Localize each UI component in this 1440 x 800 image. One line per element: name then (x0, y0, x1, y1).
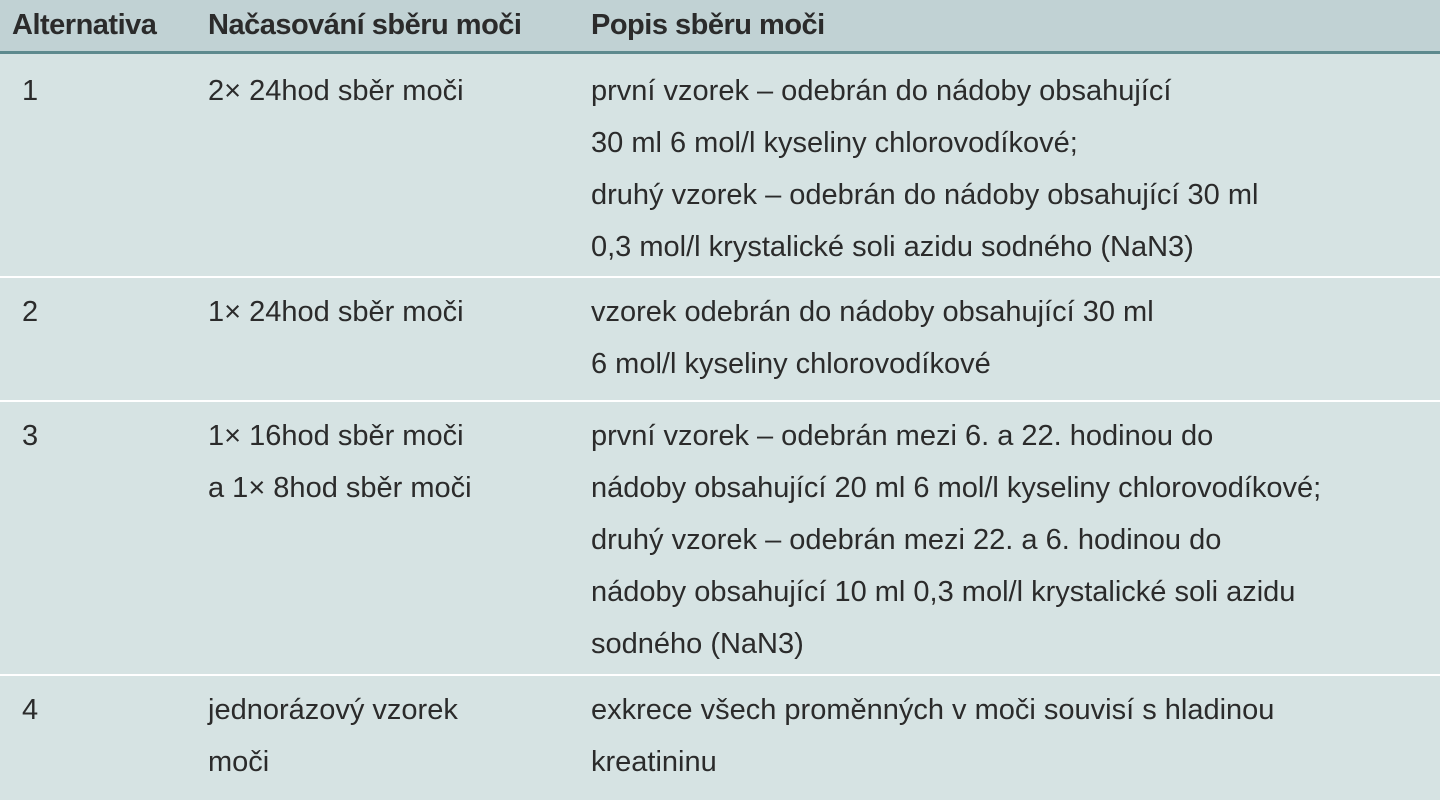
description-line: kreatininu (591, 746, 717, 778)
table-row (0, 57, 1440, 278)
alternativa-cell: 4 (22, 694, 39, 726)
timing-cell (208, 402, 472, 514)
description-line: 0,3 mol/l krystalické soli azidu sodného (NaN3) (591, 231, 1194, 263)
table-header-row (0, 0, 1440, 54)
timing-line: 2× 24hod sběr moči (208, 75, 464, 107)
description-cell (591, 57, 1258, 273)
table-row (0, 402, 1440, 676)
description-line: druhý vzorek – odebrán mezi 22. a 6. hodinou do (591, 524, 1222, 556)
timing-cell (208, 278, 464, 338)
description-cell (591, 278, 1154, 390)
description-line: sodného (NaN3) (591, 628, 804, 660)
header-description: Popis sběru moči (591, 9, 825, 41)
description-line: nádoby obsahující 10 ml 0,3 mol/l krystalické soli azidu (591, 576, 1296, 608)
description-cell (591, 676, 1274, 788)
alternativa-cell: 1 (22, 75, 39, 107)
table-row (0, 278, 1440, 402)
table-row (0, 676, 1440, 800)
description-line: nádoby obsahující 20 ml 6 mol/l kyseliny chlorovodíkové; (591, 472, 1322, 504)
description-line: první vzorek – odebrán mezi 6. a 22. hodinou do (591, 420, 1214, 452)
alternativa-cell: 3 (22, 420, 39, 452)
alternativa-cell: 2 (22, 296, 39, 328)
description-cell (591, 402, 1321, 670)
description-line: druhý vzorek – odebrán do nádoby obsahující 30 ml (591, 179, 1259, 211)
description-line: exkrece všech proměnných v moči souvisí s hladinou (591, 694, 1275, 726)
timing-cell (208, 57, 464, 117)
description-line: 6 mol/l kyseliny chlorovodíkové (591, 348, 991, 380)
timing-line: moči (208, 746, 270, 778)
timing-cell (208, 676, 458, 788)
timing-line: 1× 24hod sběr moči (208, 296, 464, 328)
header-alternativa: Alternativa (12, 9, 157, 41)
description-line: vzorek odebrán do nádoby obsahující 30 ml (591, 296, 1154, 328)
header-timing: Načasování sběru moči (208, 9, 522, 41)
description-line: 30 ml 6 mol/l kyseliny chlorovodíkové; (591, 127, 1078, 159)
timing-line: a 1× 8hod sběr moči (208, 472, 472, 504)
description-line: první vzorek – odebrán do nádoby obsahující (591, 75, 1172, 107)
timing-line: jednorázový vzorek (208, 694, 458, 726)
timing-line: 1× 16hod sběr moči (208, 420, 464, 452)
